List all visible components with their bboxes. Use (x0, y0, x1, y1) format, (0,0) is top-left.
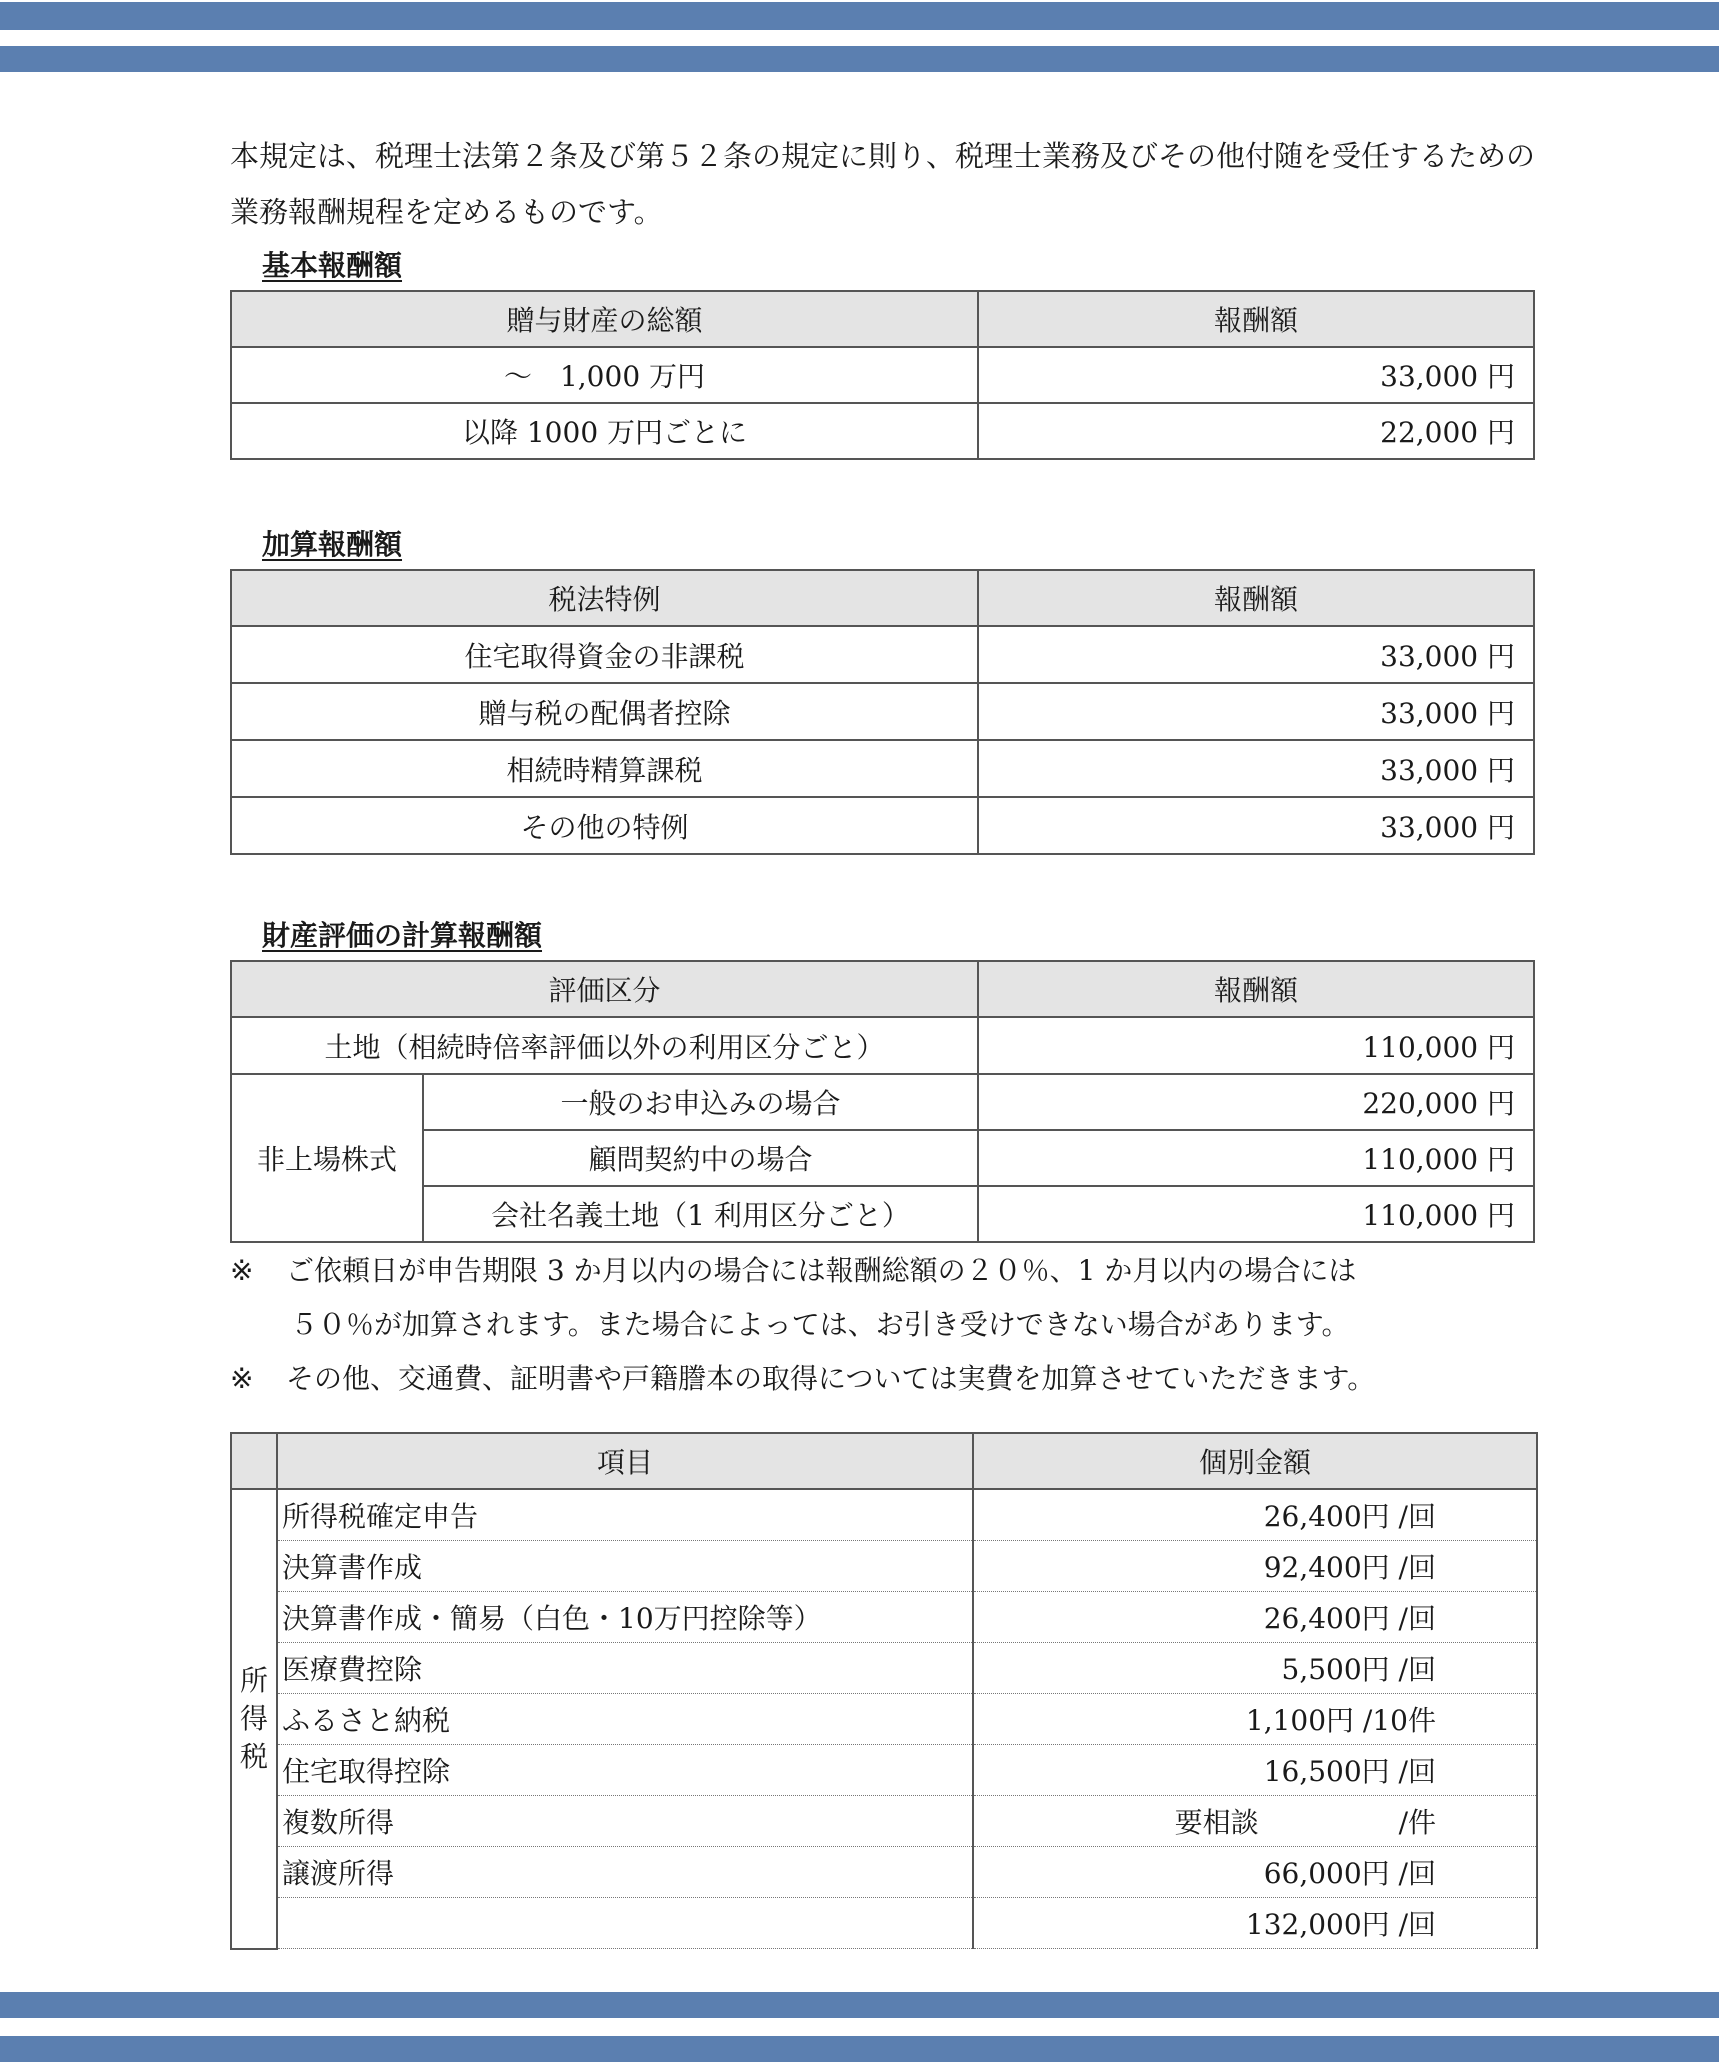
note-2-text: その他、交通費、証明書や戸籍謄本の取得については実費を加算させていただきます。 (286, 1362, 1376, 1395)
top-band-1 (0, 2, 1719, 30)
table-row (231, 403, 1534, 459)
table-row (231, 1074, 1534, 1130)
row-label: 一般のお申込みの場合 (423, 1074, 978, 1130)
row-amount: 220,000 円 (978, 1074, 1534, 1130)
fee-amount: 16,500円 /回 (973, 1745, 1537, 1796)
fee-amount: 26,400円 /回 (973, 1489, 1537, 1541)
table-row (231, 347, 1534, 403)
category-label (231, 1489, 277, 1949)
row-amount: 33,000 円 (978, 683, 1534, 740)
additional-header-fee: 報酬額 (978, 570, 1534, 626)
row-label: 顧問契約中の場合 (423, 1130, 978, 1186)
fee-amount: 132,000円 /回 (973, 1898, 1537, 1949)
basic-heading: 基本報酬額 (262, 249, 403, 282)
note-1-line-1: ご依頼日が申告期限 3 か月以内の場合には報酬総額の２０％、1 か月以内の場合には (286, 1254, 1357, 1287)
fee-amount: 5,500円 /回 (973, 1643, 1537, 1694)
unlisted-stock-label: 非上場株式 (231, 1074, 423, 1242)
valuation-fee-table (230, 960, 1535, 1243)
fee-amount: 26,400円 /回 (973, 1592, 1537, 1643)
valuation-header-fee: 報酬額 (978, 961, 1534, 1017)
bottom-band-1 (0, 1992, 1719, 2018)
table-row (231, 1130, 1534, 1186)
table-row (231, 1489, 1537, 1541)
note-2 (230, 1352, 1540, 1406)
row-label: 相続時精算課税 (231, 740, 978, 797)
table-row (231, 740, 1534, 797)
table-row (231, 1186, 1534, 1242)
additional-header-special: 税法特例 (231, 570, 978, 626)
additional-heading: 加算報酬額 (262, 528, 403, 561)
fees-header-item: 項目 (277, 1433, 973, 1489)
note-1-line-2: ５０％が加算されます。また場合によっては、お引き受けできない場合があります。 (290, 1308, 1350, 1341)
fees-header-amount: 個別金額 (973, 1433, 1537, 1489)
row-label: その他の特例 (231, 797, 978, 854)
fee-item: 決算書作成 (277, 1541, 973, 1592)
basic-header-fee: 報酬額 (978, 291, 1534, 347)
fee-item: 医療費控除 (277, 1643, 973, 1694)
table-row (231, 1898, 1537, 1949)
fee-item: 複数所得 (277, 1796, 973, 1847)
fee-item: 譲渡所得 (277, 1847, 973, 1898)
row-amount: 33,000 円 (978, 626, 1534, 683)
row-label: 以降 1000 万円ごとに (231, 403, 978, 459)
additional-fee-table (230, 569, 1535, 855)
note-1 (230, 1244, 1540, 1352)
basic-header-total: 贈与財産の総額 (231, 291, 978, 347)
income-tax-fee-table (230, 1432, 1538, 1950)
category-text: 所得税 (239, 1663, 268, 1773)
row-amount: 33,000 円 (978, 347, 1534, 403)
fee-amount: 66,000円 /回 (973, 1847, 1537, 1898)
fee-amount: 要相談 /件 (973, 1796, 1537, 1847)
table-row (231, 1017, 1534, 1074)
row-amount: 33,000 円 (978, 797, 1534, 854)
table-row (231, 1745, 1537, 1796)
bottom-band-2 (0, 2036, 1719, 2062)
valuation-heading: 財産評価の計算報酬額 (262, 919, 543, 952)
table-row (231, 1592, 1537, 1643)
fee-item: 住宅取得控除 (277, 1745, 973, 1796)
fees-header-blank (231, 1433, 277, 1489)
table-row (231, 1541, 1537, 1592)
table-row (231, 1694, 1537, 1745)
row-label: ～ 1,000 万円 (231, 347, 978, 403)
fee-item: 所得税確定申告 (277, 1489, 973, 1541)
note-mark: ※ (230, 1362, 254, 1395)
row-label: 贈与税の配偶者控除 (231, 683, 978, 740)
fee-amount: 1,100円 /10件 (973, 1694, 1537, 1745)
row-label: 住宅取得資金の非課税 (231, 626, 978, 683)
row-amount: 110,000 円 (978, 1130, 1534, 1186)
intro-text: 本規定は、税理士法第２条及び第５２条の規定に則り、税理士業務及びその他付随を受任するための業務報酬規程を定めるものです。 (230, 139, 1536, 229)
row-amount: 22,000 円 (978, 403, 1534, 459)
row-label: 会社名義土地（1 利用区分ごと） (423, 1186, 978, 1242)
fee-amount: 92,400円 /回 (973, 1541, 1537, 1592)
table-row (231, 1847, 1537, 1898)
table-row (231, 1643, 1537, 1694)
valuation-header-category: 評価区分 (231, 961, 978, 1017)
table-row (231, 1796, 1537, 1847)
fee-item: ふるさと納税 (277, 1694, 973, 1745)
top-band-2 (0, 46, 1719, 72)
row-amount: 110,000 円 (978, 1186, 1534, 1242)
note-mark: ※ (230, 1254, 254, 1287)
land-amount: 110,000 円 (978, 1017, 1534, 1074)
land-label: 土地（相続時倍率評価以外の利用区分ごと） (231, 1017, 978, 1074)
table-row (231, 683, 1534, 740)
table-row (231, 797, 1534, 854)
row-amount: 33,000 円 (978, 740, 1534, 797)
basic-fee-table (230, 290, 1535, 460)
table-row (231, 626, 1534, 683)
fee-item: 決算書作成・簡易（白色・10万円控除等） (277, 1592, 973, 1643)
fee-item (277, 1898, 973, 1949)
